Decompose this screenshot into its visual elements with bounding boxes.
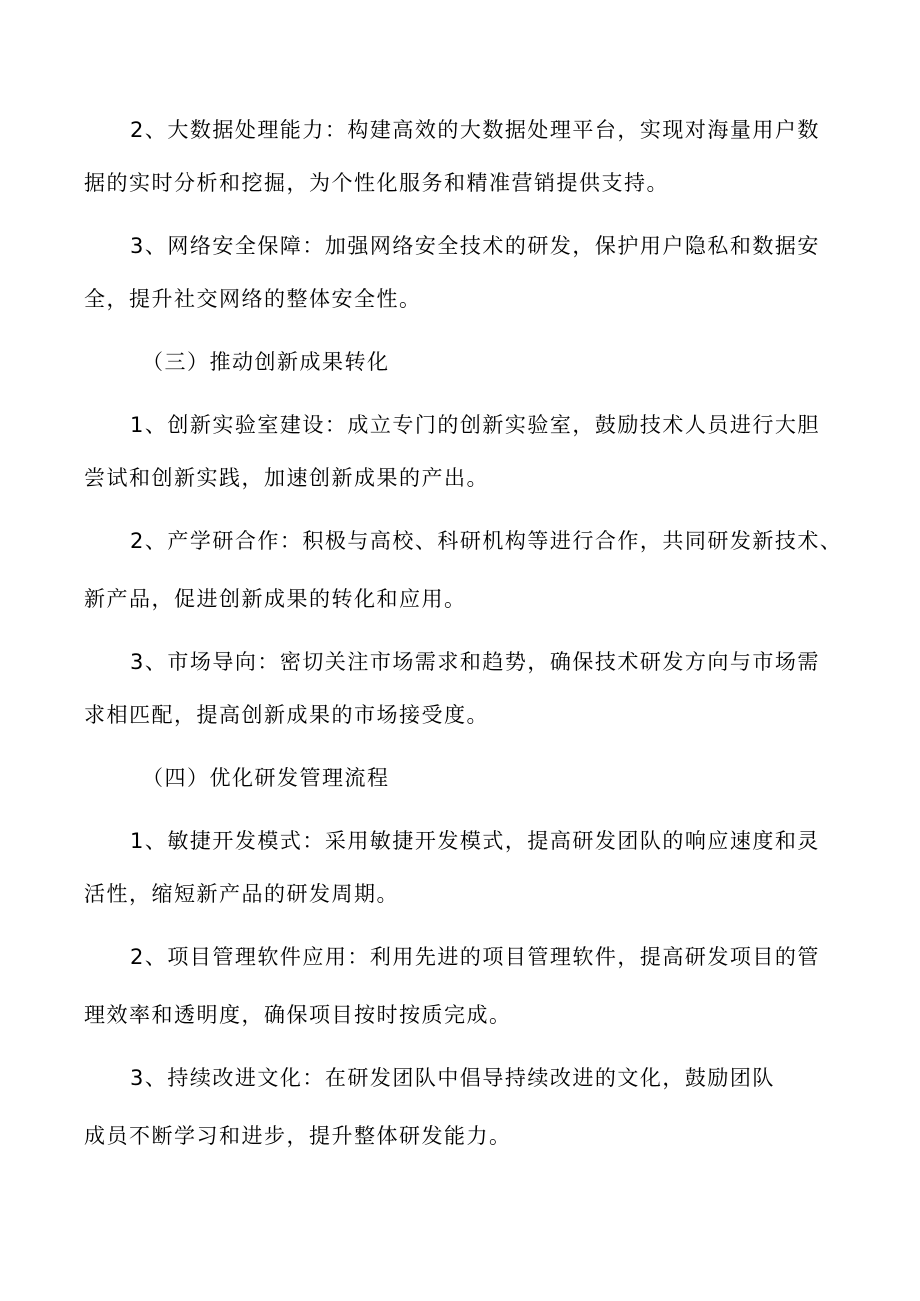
paragraph-line: 1、敏捷开发模式：采用敏捷开发模式，提高研发团队的响应速度和灵 bbox=[130, 829, 820, 853]
paragraph-line: 活性，缩短新产品的研发周期。 bbox=[84, 882, 399, 906]
paragraph-line: 成员不断学习和进步，提升整体研发能力。 bbox=[84, 1124, 512, 1148]
paragraph-line: 2、大数据处理能力：构建高效的大数据处理平台，实现对海量用户数 bbox=[130, 118, 820, 142]
paragraph-line: 理效率和透明度，确保项目按时按质完成。 bbox=[84, 1003, 512, 1027]
paragraph-line: 2、产学研合作：积极与高校、科研机构等进行合作，共同研发新技术、 bbox=[130, 529, 843, 553]
paragraph-line: 求相匹配，提高创新成果的市场接受度。 bbox=[84, 703, 489, 727]
paragraph-line: 1、创新实验室建设：成立专门的创新实验室，鼓励技术人员进行大胆 bbox=[130, 413, 820, 437]
paragraph-line: 3、网络安全保障：加强网络安全技术的研发，保护用户隐私和数据安 bbox=[130, 234, 820, 258]
paragraph-line: 全，提升社交网络的整体安全性。 bbox=[84, 287, 422, 311]
section-heading: （三）推动创新成果转化 bbox=[142, 350, 390, 374]
paragraph-line: 新产品，促进创新成果的转化和应用。 bbox=[84, 587, 467, 611]
paragraph-line: 3、市场导向：密切关注市场需求和趋势，确保技术研发方向与市场需 bbox=[130, 650, 820, 674]
section-heading: （四）优化研发管理流程 bbox=[142, 766, 390, 790]
paragraph-line: 3、持续改进文化：在研发团队中倡导持续改进的文化，鼓励团队 bbox=[130, 1066, 775, 1090]
paragraph-line: 2、项目管理软件应用：利用先进的项目管理软件，提高研发项目的管 bbox=[130, 945, 820, 969]
paragraph-line: 尝试和创新实践，加速创新成果的产出。 bbox=[84, 466, 489, 490]
paragraph-line: 据的实时分析和挖掘，为个性化服务和精准营销提供支持。 bbox=[84, 171, 669, 195]
